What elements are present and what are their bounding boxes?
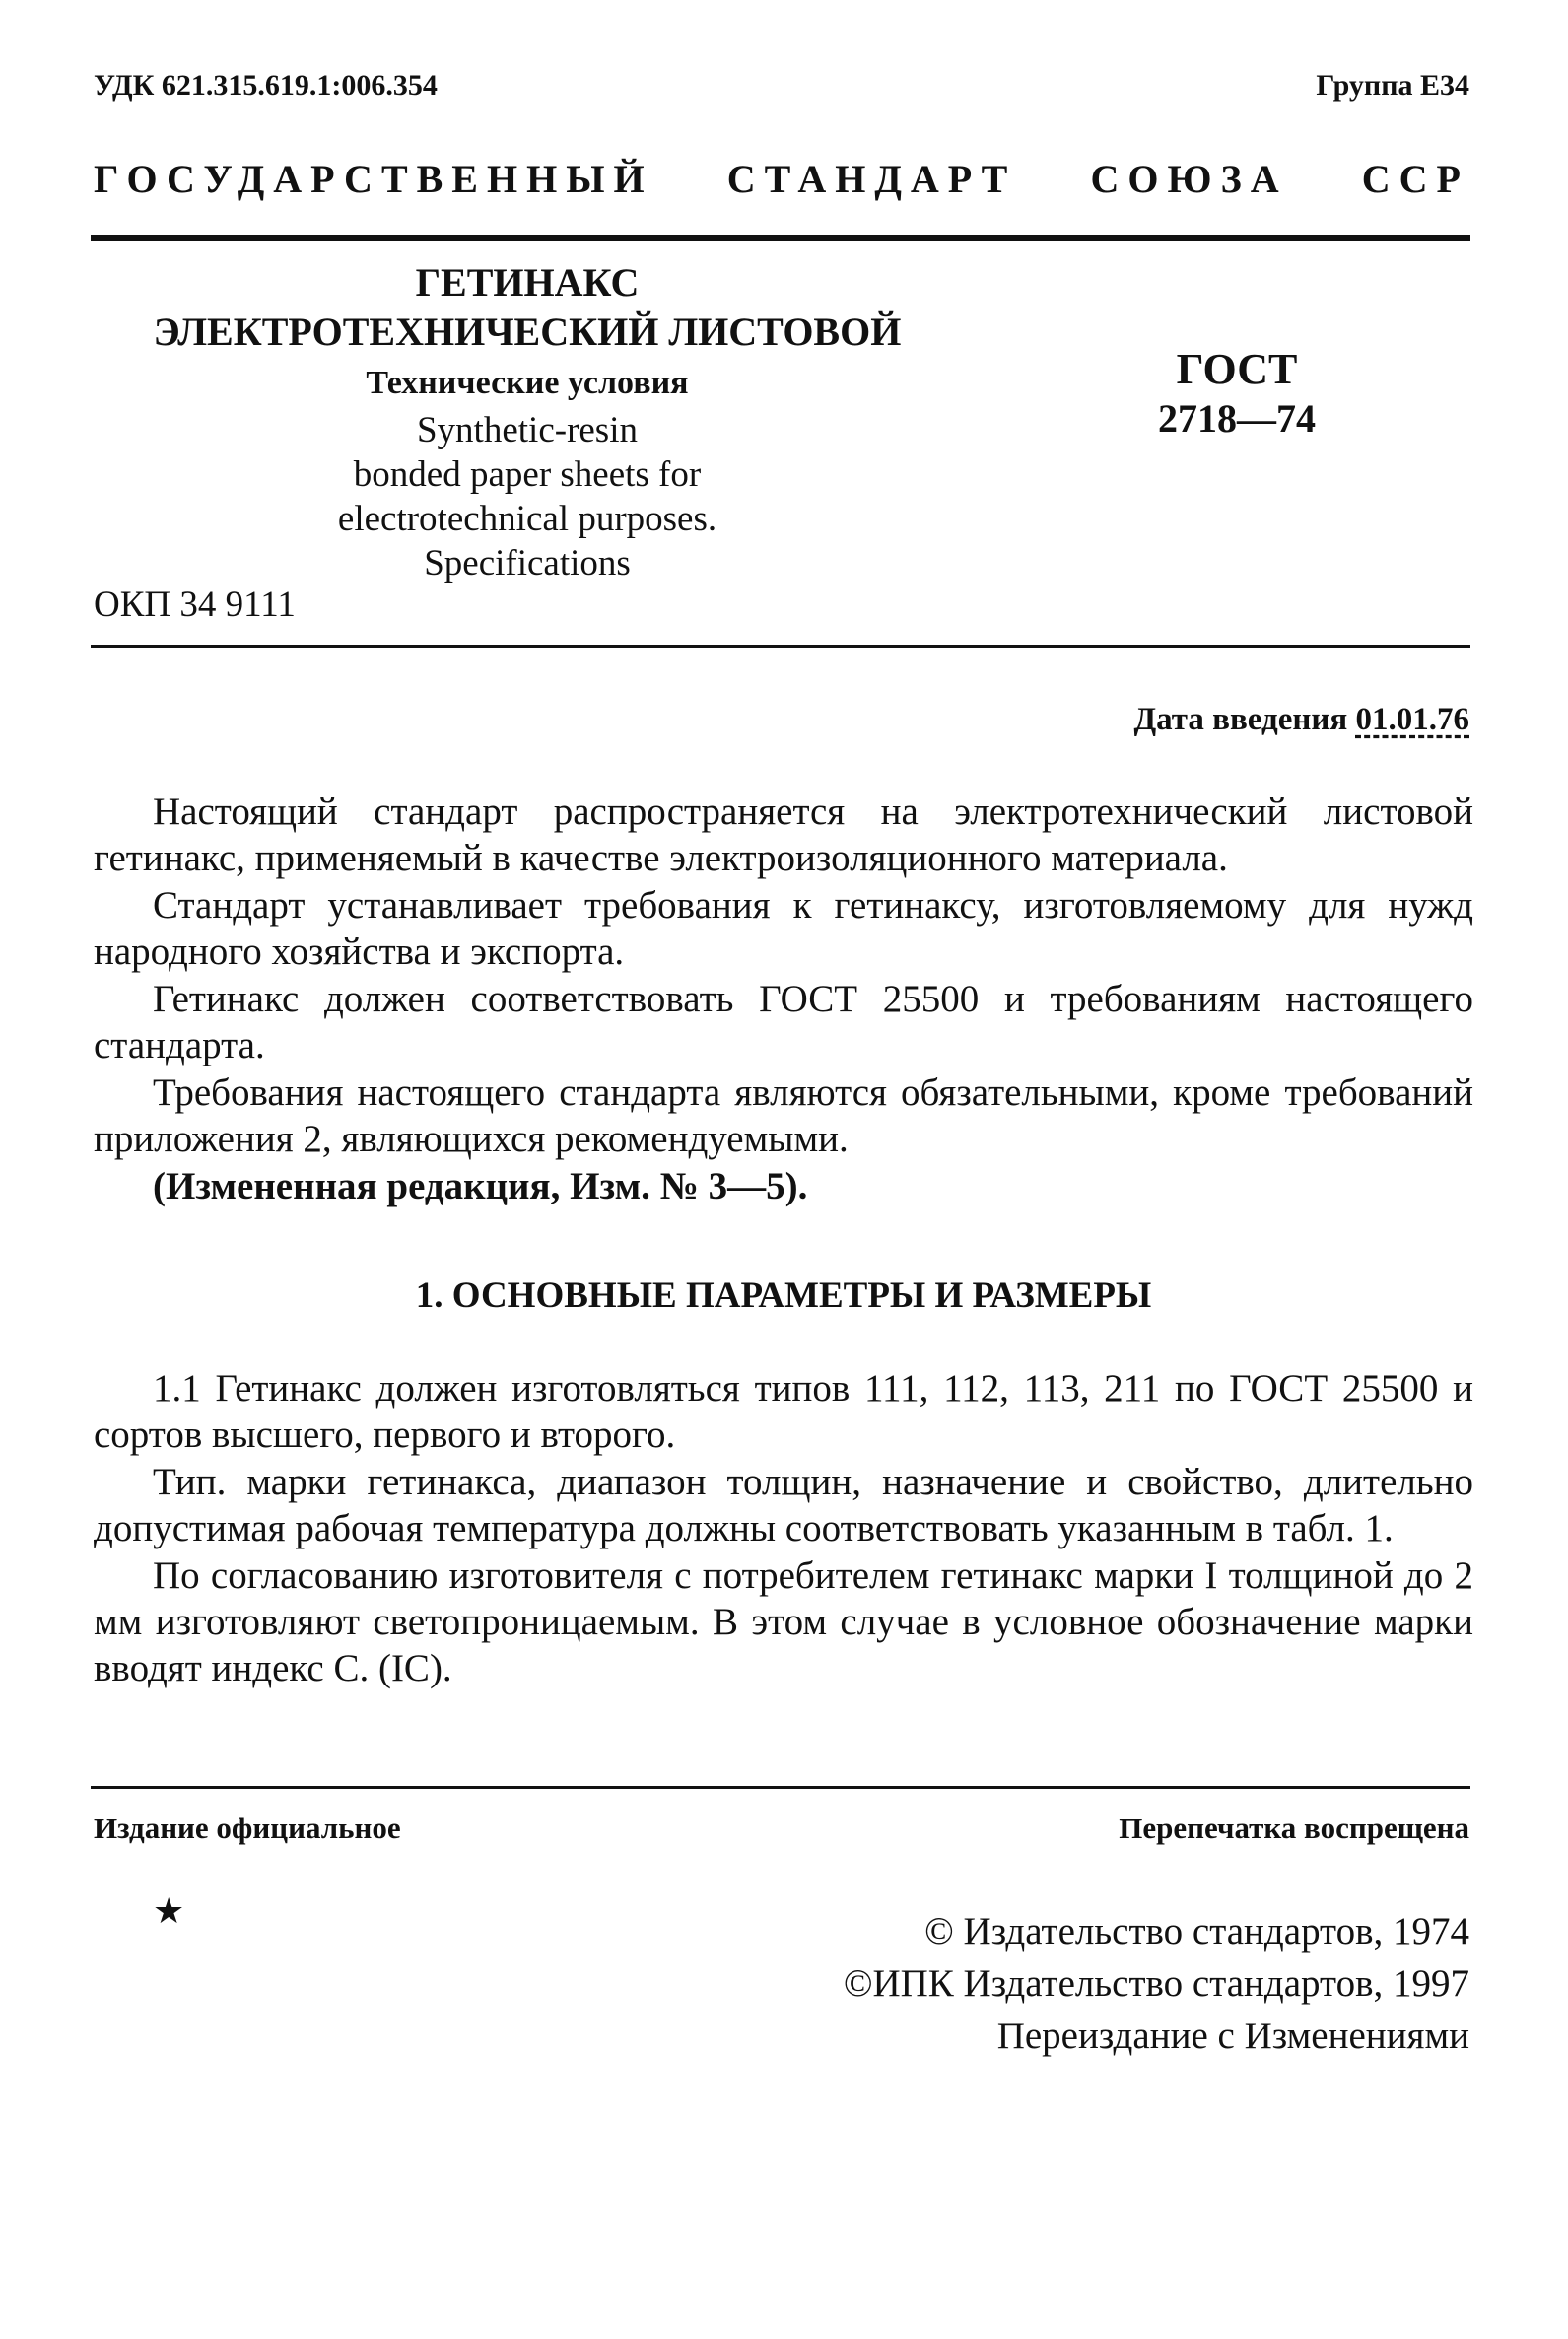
group-code: Группа Е34 xyxy=(1316,69,1469,102)
udk-code: УДК 621.315.619.1:006.354 xyxy=(94,69,438,102)
header-divider xyxy=(91,235,1470,241)
star-icon: ★ xyxy=(153,1892,185,1931)
copyright-line: ©ИПК Издательство стандартов, 1997 xyxy=(843,1962,1469,2005)
paragraph: Гетинакс должен соответствовать ГОСТ 25500 и требованиям настоящего стандарта. xyxy=(94,978,1473,1066)
okp-code: ОКП 34 9111 xyxy=(94,585,296,625)
state-standard-word: ГОСУДАРСТВЕННЫЙ xyxy=(94,157,653,201)
english-title-line: bonded paper sheets for xyxy=(353,454,702,495)
gost-designation xyxy=(1124,345,1350,444)
amendment-note: (Измененная редакция, Изм. № 3—5). xyxy=(153,1165,808,1207)
paragraph: Требования настоящего стандарта являются обязательными, кроме требований приложения 2, являющихся рекомендуемыми. xyxy=(94,1071,1473,1160)
gost-number: 2718—74 xyxy=(1158,396,1316,441)
title-line-1: ГЕТИНАКС xyxy=(415,260,640,305)
reprint-note: Перепечатка воспрещена xyxy=(1119,1811,1469,1845)
introduction-date-value: 01.01.76 xyxy=(1355,702,1469,737)
paragraph: По согласованию изготовителя с потребителем гетинакс марки I толщиной до 2 мм изготовляют светопроницаемым. В этом случае в условное обозначение марки вводят индекс С. (IC). xyxy=(94,1554,1473,1689)
title-line-2: ЭЛЕКТРОТЕХНИЧЕСКИЙ ЛИСТОВОЙ xyxy=(153,310,902,354)
english-title-line: Synthetic-resin xyxy=(416,410,638,450)
state-standard-word: СОЮЗА xyxy=(1090,157,1288,201)
paragraph: Тип. марки гетинакса, диапазон толщин, назначение и свойство, длительно допустимая рабочая температура должны соответствовать указанным в табл. 1. xyxy=(94,1461,1473,1549)
paragraph: Настоящий стандарт распространяется на электротехнический листовой гетинакс, применяемый в качестве электроизоляционного материала. xyxy=(94,791,1473,879)
section-text xyxy=(94,1365,1473,1692)
title-subtitle: Технические условия xyxy=(366,365,689,401)
gost-label: ГОСТ xyxy=(1176,345,1298,393)
introduction-date-label: Дата введения xyxy=(1133,702,1348,737)
copyright-line: Переиздание с Изменениями xyxy=(996,2015,1469,2057)
english-title-line: Specifications xyxy=(424,543,631,584)
section-heading: 1. ОСНОВНЫЕ ПАРАМЕТРЫ И РАЗМЕРЫ xyxy=(415,1275,1152,1316)
state-standard-word: ССР xyxy=(1361,157,1469,201)
state-standard-heading xyxy=(94,156,1469,202)
footer-divider xyxy=(91,1786,1470,1789)
state-standard-word: СТАНДАРТ xyxy=(726,157,1017,201)
title-divider xyxy=(91,645,1470,648)
copyright-line: © Издательство стандартов, 1974 xyxy=(924,1910,1469,1953)
english-title-line: electrotechnical purposes. xyxy=(337,499,717,539)
intro-text xyxy=(94,789,1473,1210)
title-block xyxy=(94,258,961,585)
paragraph: 1.1 Гетинакс должен изготовляться типов 111, 112, 113, 211 по ГОСТ 25500 и сортов высшего, первого и второго. xyxy=(94,1367,1473,1456)
paragraph: Стандарт устанавливает требования к гетинаксу, изготовляемому для нужд народного хозяйства и экспорта. xyxy=(94,884,1473,973)
copyright-block xyxy=(844,1905,1469,2062)
edition-note: Издание официальное xyxy=(94,1811,401,1845)
introduction-date xyxy=(1133,702,1469,738)
